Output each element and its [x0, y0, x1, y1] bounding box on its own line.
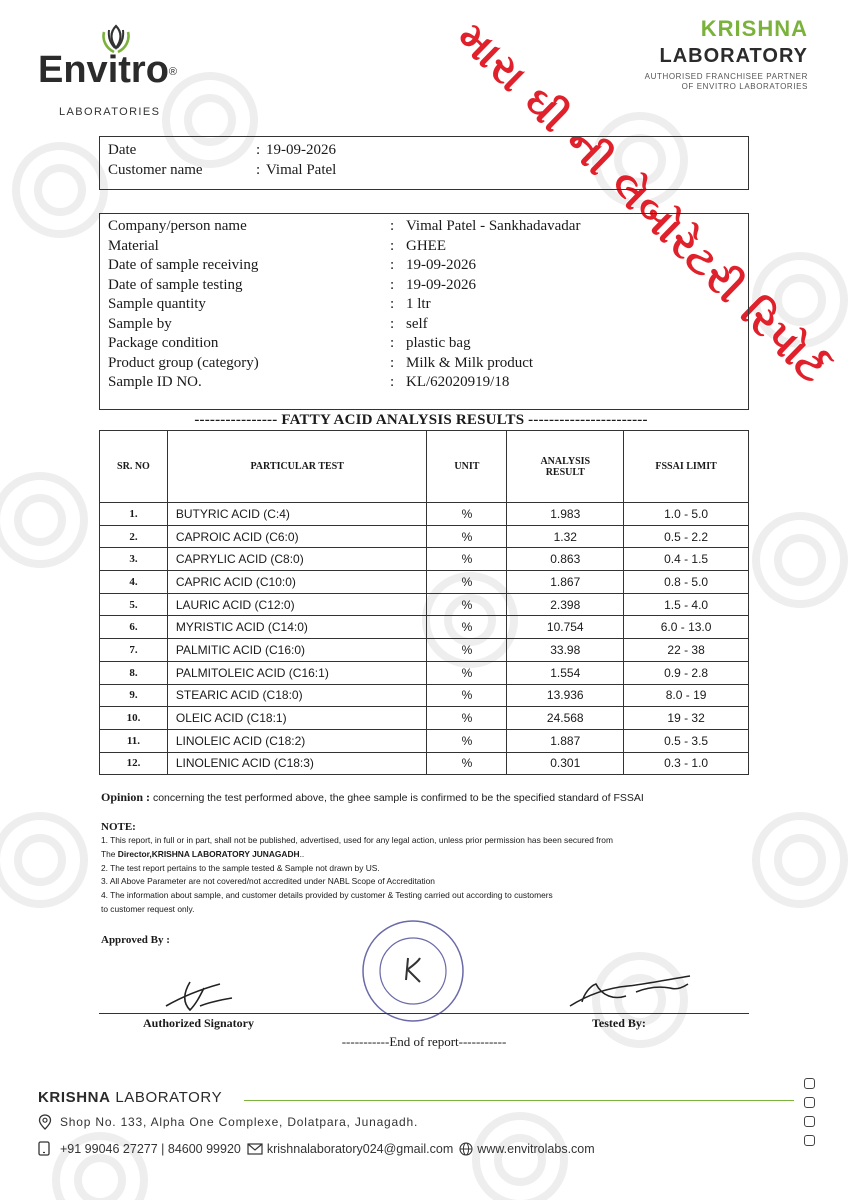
notes-section — [101, 820, 761, 917]
table-row — [100, 593, 749, 616]
address-text: Shop No. 133, Alpha One Complexe, Dolatpara, Junagadh. — [60, 1115, 419, 1129]
phone-icon — [38, 1141, 50, 1156]
note-line: 1. This report, in full or in part, shall not be published, advertised, used for any legal action, unless prior permission has been secured from — [101, 835, 613, 845]
social-icons — [804, 1078, 818, 1146]
cell-sr: 1. — [100, 503, 168, 526]
detail-value: 1 ltr — [406, 296, 431, 312]
cell-unit: % — [427, 684, 507, 707]
detail-colon: : — [390, 374, 395, 390]
cell-sr: 4. — [100, 571, 168, 594]
info-label: Date — [108, 142, 137, 158]
detail-row — [108, 276, 740, 296]
detail-colon: : — [390, 257, 395, 273]
sample-details-box — [99, 213, 749, 410]
table-row — [100, 571, 749, 594]
cell-test: OLEIC ACID (C18:1) — [167, 707, 427, 730]
signature-divider — [99, 1013, 749, 1014]
table-row — [100, 729, 749, 752]
krishna-wordmark: KRISHNA — [700, 16, 808, 41]
cell-limit: 0.9 - 2.8 — [624, 661, 749, 684]
envitro-subtitle: LABORATORIES — [59, 106, 161, 118]
detail-row — [108, 373, 740, 393]
cell-result: 1.983 — [507, 503, 624, 526]
header-result-line-2: RESULT — [545, 466, 585, 478]
cell-sr: 10. — [100, 707, 168, 730]
footer-divider — [244, 1100, 794, 1101]
cell-unit: % — [427, 503, 507, 526]
stamp-text: મારા ઘી ની લેબોરેટરી રિપોર્ટ — [448, 14, 833, 391]
cell-result: 1.887 — [507, 729, 624, 752]
cell-result: 1.32 — [507, 525, 624, 548]
cell-result: 10.754 — [507, 616, 624, 639]
instagram-icon[interactable] — [804, 1116, 815, 1127]
cell-test: MYRISTIC ACID (C14:0) — [167, 616, 427, 639]
cell-test: PALMITOLEIC ACID (C16:1) — [167, 661, 427, 684]
detail-label: Material — [108, 237, 159, 254]
footer-contact — [38, 1141, 595, 1156]
table-row — [100, 661, 749, 684]
detail-value: Vimal Patel - Sankhadavadar — [406, 218, 581, 234]
cell-unit: % — [427, 661, 507, 684]
note-heading: NOTE: — [101, 821, 136, 833]
cell-test: STEARIC ACID (C18:0) — [167, 684, 427, 707]
approved-by-label: Approved By : — [101, 934, 170, 946]
cell-result: 33.98 — [507, 639, 624, 662]
detail-value: KL/62020919/18 — [406, 374, 510, 390]
detail-row — [108, 354, 740, 374]
email-icon — [247, 1143, 263, 1155]
detail-label: Company/person name — [108, 218, 247, 234]
cell-sr: 11. — [100, 729, 168, 752]
note-text: .. — [299, 848, 305, 859]
detail-label: Date of sample testing — [108, 276, 243, 293]
cell-unit: % — [427, 639, 507, 662]
cell-limit: 0.3 - 1.0 — [624, 752, 749, 775]
info-row — [108, 160, 740, 180]
cell-unit: % — [427, 707, 507, 730]
table-row — [100, 639, 749, 662]
detail-colon: : — [390, 237, 395, 254]
cell-result: 13.936 — [507, 684, 624, 707]
phone-text: +91 99046 27277 | 84600 99920 — [60, 1141, 241, 1156]
cell-result: 1.867 — [507, 571, 624, 594]
franchisee-line-1: AUTHORISED FRANCHISEE PARTNER — [644, 72, 808, 81]
note-line — [101, 848, 761, 862]
cell-limit: 1.0 - 5.0 — [624, 503, 749, 526]
cell-unit: % — [427, 548, 507, 571]
cell-limit: 1.5 - 4.0 — [624, 593, 749, 616]
cell-result: 2.398 — [507, 593, 624, 616]
table-row — [100, 707, 749, 730]
table-row — [100, 752, 749, 775]
tester-signature-icon — [566, 966, 696, 1012]
cell-test: PALMITIC ACID (C16:0) — [167, 639, 427, 662]
footer-address — [38, 1114, 418, 1130]
detail-colon: : — [390, 315, 395, 332]
end-of-report: -----------End of report----------- — [341, 1034, 507, 1049]
cell-result: 1.554 — [507, 661, 624, 684]
footer-lab-name-rest: LABORATORY — [110, 1089, 223, 1106]
header-result-line-1: ANALYSIS — [540, 455, 591, 467]
laboratory-seal-icon — [360, 918, 466, 1024]
header-sr-no: SR. NO — [100, 431, 168, 503]
franchisee-line-2: OF ENVITRO LABORATORIES — [681, 82, 808, 91]
cell-sr: 5. — [100, 593, 168, 616]
cell-limit: 22 - 38 — [624, 639, 749, 662]
cell-sr: 7. — [100, 639, 168, 662]
table-header-row — [100, 431, 749, 503]
fatty-acid-results-table — [99, 430, 749, 775]
note-director-name: Director,KRISHNA LABORATORY JUNAGADH — [117, 848, 300, 859]
authorized-signatory-label: Authorized Signatory — [143, 1016, 254, 1030]
detail-row — [108, 256, 740, 276]
detail-row — [108, 295, 740, 315]
detail-row — [108, 315, 740, 335]
opinion-label: Opinion : — [101, 790, 151, 804]
note-line: 3. All Above Parameter are not covered/not accredited under NABL Scope of Accreditation — [101, 876, 435, 887]
cell-limit: 0.5 - 3.5 — [624, 729, 749, 752]
cell-result: 24.568 — [507, 707, 624, 730]
info-label: Customer name — [108, 162, 203, 178]
detail-colon: : — [390, 218, 395, 234]
email-text[interactable]: krishnalaboratory024@gmail.com — [266, 1141, 454, 1156]
envitro-logo — [38, 22, 198, 118]
cell-test: LINOLENIC ACID (C18:3) — [167, 752, 427, 775]
info-value: 19-09-2026 — [266, 142, 336, 158]
header-unit: UNIT — [427, 431, 507, 503]
detail-row — [108, 334, 740, 354]
cell-sr: 3. — [100, 548, 168, 571]
cell-unit: % — [427, 525, 507, 548]
header-analysis-result — [507, 431, 624, 503]
header-particular-test: PARTICULAR TEST — [167, 431, 427, 503]
results-section-title: ---------------- FATTY ACID ANALYSIS RESULTS ----------------------- — [194, 412, 648, 428]
authorized-signature-icon — [160, 976, 240, 1016]
info-value: Vimal Patel — [266, 162, 337, 178]
cell-sr: 2. — [100, 525, 168, 548]
cell-unit: % — [427, 593, 507, 616]
cell-limit: 6.0 - 13.0 — [624, 616, 749, 639]
cell-sr: 12. — [100, 752, 168, 775]
cell-test: BUTYRIC ACID (C:4) — [167, 503, 427, 526]
cell-test: LINOLEIC ACID (C18:2) — [167, 729, 427, 752]
footer-lab-name-bold: KRISHNA — [38, 1089, 111, 1106]
detail-row — [108, 237, 740, 257]
table-row — [100, 525, 749, 548]
cell-sr: 6. — [100, 616, 168, 639]
detail-value: plastic bag — [406, 335, 471, 351]
note-line: 4. The information about sample, and customer details provided by customer & Testing carried out according to customers — [101, 890, 553, 901]
header-fssai-limit: FSSAI LIMIT — [624, 431, 749, 503]
envitro-wordmark: Envitro® — [38, 49, 178, 91]
detail-value: self — [406, 315, 428, 332]
detail-colon: : — [390, 276, 395, 293]
detail-label: Package condition — [108, 335, 219, 351]
cell-test: CAPROIC ACID (C6:0) — [167, 525, 427, 548]
cell-limit: 0.5 - 2.2 — [624, 525, 749, 548]
table-row — [100, 616, 749, 639]
detail-label: Sample ID NO. — [108, 374, 202, 390]
detail-colon: : — [390, 354, 395, 371]
cell-limit: 8.0 - 19 — [624, 684, 749, 707]
location-pin-icon — [38, 1114, 52, 1130]
footer-lab-name — [38, 1089, 222, 1106]
cell-result: 0.301 — [507, 752, 624, 775]
customer-info-box — [99, 136, 749, 190]
opinion-statement — [101, 790, 644, 805]
detail-value: GHEE — [406, 237, 446, 254]
website-link[interactable]: www.envitrolabs.com — [477, 1141, 595, 1156]
krishna-logo — [645, 16, 808, 92]
info-row — [108, 140, 740, 160]
note-line: 2. The test report pertains to the sample tested & Sample not drawn by US. — [101, 862, 380, 873]
detail-value: 19-09-2026 — [406, 257, 476, 273]
cell-test: CAPRIC ACID (C10:0) — [167, 571, 427, 594]
cell-unit: % — [427, 616, 507, 639]
opinion-text: concerning the test performed above, the ghee sample is confirmed to be the specified standard of FSSAI — [152, 792, 644, 804]
cell-test: LAURIC ACID (C12:0) — [167, 593, 427, 616]
cell-unit: % — [427, 729, 507, 752]
globe-icon — [459, 1142, 473, 1156]
detail-label: Sample quantity — [108, 296, 206, 312]
cell-sr: 9. — [100, 684, 168, 707]
youtube-icon[interactable] — [804, 1135, 815, 1146]
info-colon: : — [256, 162, 261, 178]
note-line: to customer request only. — [101, 903, 195, 914]
tested-by-label: Tested By: — [592, 1016, 646, 1030]
linkedin-icon[interactable] — [804, 1097, 815, 1108]
cell-unit: % — [427, 752, 507, 775]
laboratory-wordmark: LABORATORY — [659, 45, 808, 67]
detail-value: Milk & Milk product — [406, 354, 534, 371]
detail-label: Product group (category) — [108, 354, 259, 371]
detail-colon: : — [390, 296, 395, 312]
facebook-icon[interactable] — [804, 1078, 815, 1089]
detail-value: 19-09-2026 — [406, 276, 476, 293]
detail-label: Sample by — [108, 315, 172, 332]
cell-limit: 19 - 32 — [624, 707, 749, 730]
detail-row — [108, 217, 740, 237]
info-colon: : — [256, 142, 261, 158]
cell-unit: % — [427, 571, 507, 594]
table-row — [100, 548, 749, 571]
table-row — [100, 684, 749, 707]
detail-colon: : — [390, 335, 395, 351]
cell-limit: 0.4 - 1.5 — [624, 548, 749, 571]
cell-sr: 8. — [100, 661, 168, 684]
cell-test: CAPRYLIC ACID (C8:0) — [167, 548, 427, 571]
note-text: The — [101, 848, 118, 859]
table-row — [100, 503, 749, 526]
cell-result: 0.863 — [507, 548, 624, 571]
detail-label: Date of sample receiving — [108, 257, 259, 273]
cell-limit: 0.8 - 5.0 — [624, 571, 749, 594]
